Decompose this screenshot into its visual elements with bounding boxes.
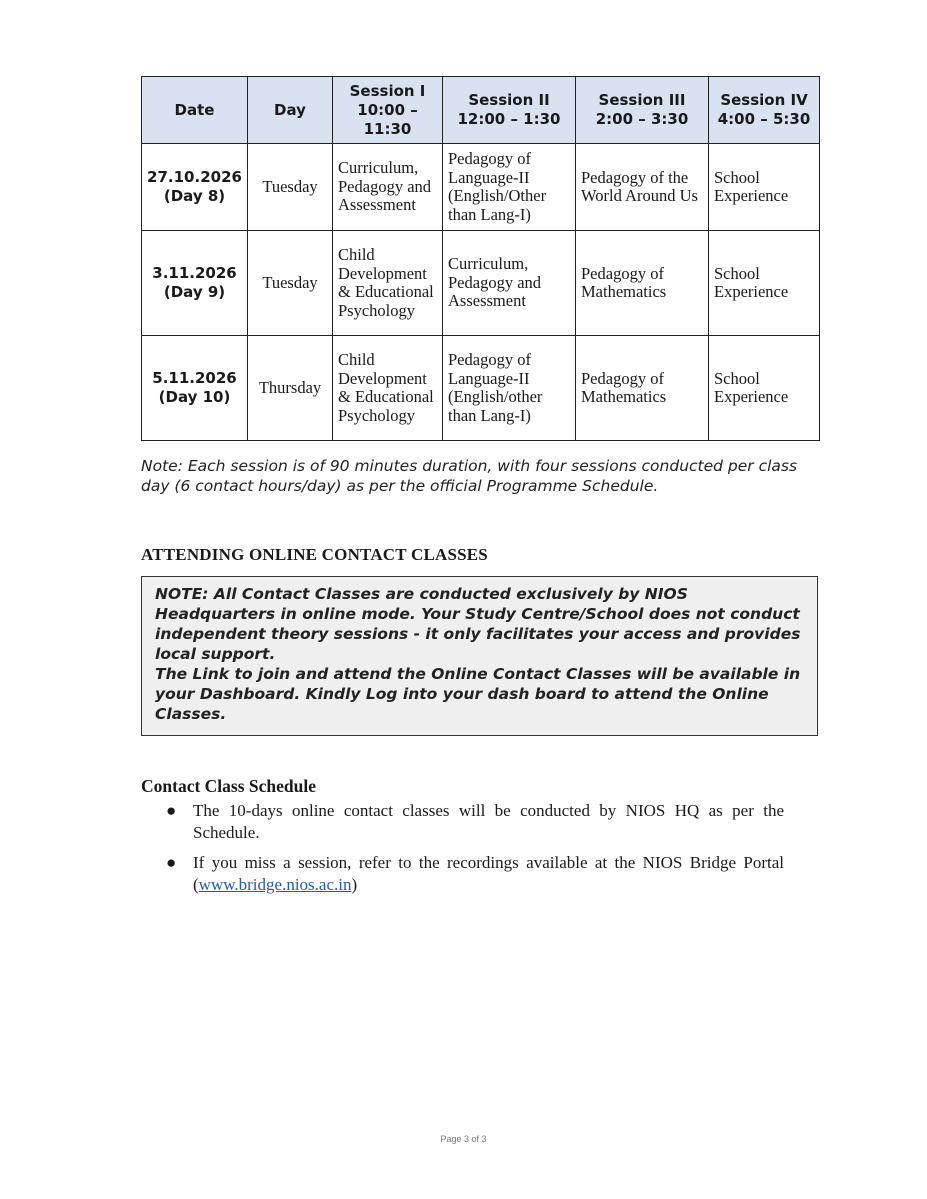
weekday-cell: Thursday [248,336,333,441]
session-2-cell: Pedagogy of Language-II (English/other than Lang-I) [443,336,576,441]
day-number: (Day 10) [158,388,231,406]
contact-schedule-heading: Contact Class Schedule [141,776,317,796]
header-session-4 [709,77,820,144]
session-1-cell: Child Development & Educational Psychology [333,336,443,441]
header-session-1 [333,77,443,144]
date-value: 3.11.2026 [152,264,237,282]
bullet-text: The 10-days online contact classes will be conducted by NIOS HQ as per the Schedule. [193,801,784,842]
table-row [142,231,820,336]
schedule-table [141,76,820,441]
session-3-cell: Pedagogy of Mathematics [576,231,709,336]
header-session-1-time: 10:00 – 11:30 [357,100,418,138]
bullet-text-end: ) [351,875,358,894]
session-1-cell: Child Development & Educational Psychology [333,231,443,336]
list-item [141,800,784,844]
bullet-text: If you miss a session, refer to the recordings available at the NIOS Bridge Portal ( [193,853,784,894]
attending-heading: ATTENDING ONLINE CONTACT CLASSES [141,545,488,564]
header-session-2-time: 12:00 – 1:30 [457,110,561,128]
header-session-3 [576,77,709,144]
bridge-portal-link[interactable]: www.bridge.nios.ac.in [198,875,352,894]
header-day: Day [248,77,333,144]
session-4-cell: School Experience [709,336,820,441]
session-2-cell: Pedagogy of Language-II (English/Other than Lang-I) [443,144,576,231]
page-number: Page 3 of 3 [440,1134,487,1144]
date-cell [142,231,248,336]
header-session-4-name: Session IV [720,91,808,109]
online-classes-notice-box [141,576,818,736]
notice-paragraph-2: The Link to join and attend the Online Contact Classes will be available in your Dashboard. Kindly Log into your dash board to attend the Online Classes. [155,665,801,723]
session-duration-note: Note: Each session is of 90 minutes duration, with four sessions conducted per class day (6 contact hours/day) as per the official Programme Schedule. [141,457,798,495]
notice-paragraph-1: NOTE: All Contact Classes are conducted exclusively by NIOS Headquarters in online mode. Your Study Centre/School does not conduct independent theory sessions - it only facilitates your access and provides local support. [155,585,801,663]
header-session-3-name: Session III [598,91,686,109]
table-row [142,144,820,231]
table-row [142,336,820,441]
session-3-cell: Pedagogy of Mathematics [576,336,709,441]
date-cell [142,144,248,231]
header-session-3-time: 2:00 – 3:30 [595,110,689,128]
header-session-2 [443,77,576,144]
bullet-icon: ● [166,801,177,820]
date-value: 5.11.2026 [152,369,237,387]
session-1-cell: Curriculum, Pedagogy and Assessment [333,144,443,231]
session-3-cell: Pedagogy of the World Around Us [576,144,709,231]
header-session-2-name: Session II [468,91,550,109]
header-date: Date [142,77,248,144]
date-cell [142,336,248,441]
date-value: 27.10.2026 [147,168,242,186]
day-number: (Day 8) [163,187,226,205]
session-4-cell: School Experience [709,231,820,336]
header-session-4-time: 4:00 – 5:30 [717,110,811,128]
weekday-cell: Tuesday [248,144,333,231]
schedule-table-container [141,76,819,441]
list-item [141,852,784,896]
contact-schedule-list [141,800,784,904]
day-number: (Day 9) [163,283,226,301]
header-session-1-name: Session I [349,81,426,100]
weekday-cell: Tuesday [248,231,333,336]
bullet-icon: ● [166,853,177,872]
session-4-cell: School Experience [709,144,820,231]
table-header-row [142,77,820,144]
session-2-cell: Curriculum, Pedagogy and Assessment [443,231,576,336]
